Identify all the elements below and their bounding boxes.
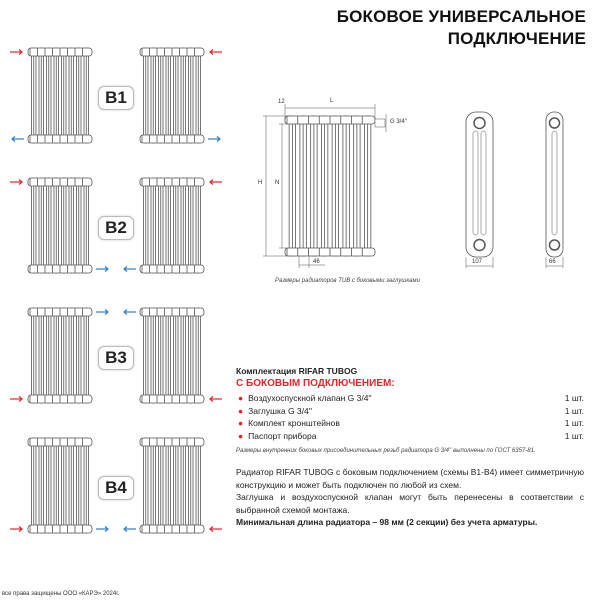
- bullet-icon: ●: [238, 418, 244, 429]
- dim-H: H: [258, 180, 263, 186]
- bullet-icon: ●: [238, 430, 244, 441]
- bullet-icon: ●: [238, 393, 244, 404]
- radiator: [140, 308, 204, 403]
- kit-subheading: С БОКОВЫМ ПОДКЛЮЧЕНИЕМ:: [236, 378, 395, 389]
- right-arrow-icon: [10, 180, 22, 185]
- radiator: [140, 48, 204, 143]
- scheme-label-b3: B3: [98, 346, 134, 370]
- left-arrow-icon: [124, 527, 136, 532]
- kit-heading: Комплектация RIFAR TUBOG: [236, 366, 358, 376]
- description-p3: Минимальная длина радиатора – 98 мм (2 секции) без учета арматуры.: [236, 517, 538, 527]
- drawing-caption: Размеры радиаторов TUB с боковыми заглушками: [275, 278, 420, 284]
- kit-item: ● Паспорт прибора 1 шт.: [238, 430, 584, 441]
- kit-item: ● Комплект кронштейнов 1 шт.: [238, 418, 584, 429]
- radiator: [28, 438, 92, 533]
- kit-item: ● Воздухоспускной клапан G 3/4'' 1 шт.: [238, 393, 584, 404]
- right-arrow-icon: [10, 50, 22, 55]
- scheme-label-b2: B2: [98, 216, 134, 240]
- footer-copyright: все права защищены ООО «КАРЭ» 2024г.: [2, 591, 120, 597]
- right-arrow-icon: [10, 397, 22, 402]
- left-arrow-icon: [124, 310, 136, 315]
- left-arrow-icon: [12, 137, 24, 142]
- dim-12: 12: [278, 99, 285, 105]
- radiator: [140, 438, 204, 533]
- radiator: [28, 48, 92, 143]
- kit-note: Размеры внутренних боковых присоединительных резьб радиатора G 3/4'' выполнены по ГОСТ 6357-81.: [236, 448, 536, 454]
- description-p1: Радиатор RIFAR TUBOG с боковым подключением (схемы B1-B4) имеет симметричную конструкцию и может быть подключен по любой из схем.: [236, 467, 584, 490]
- dimension-lines: [263, 104, 563, 268]
- radiator: [28, 308, 92, 403]
- left-arrow-icon: [210, 50, 222, 55]
- kit-section: [236, 366, 584, 454]
- left-arrow-icon: [210, 527, 222, 532]
- radiator: [28, 178, 92, 273]
- dim-L: L: [330, 98, 334, 104]
- dim-46: 46: [313, 259, 320, 265]
- right-arrow-icon: [96, 267, 108, 272]
- left-arrow-icon: [210, 180, 222, 185]
- description-p2: Заглушка и воздухоспускной клапан могут быть перенесены в соответствии с выбранной схемой монтажа.: [236, 492, 584, 515]
- radiator: [140, 178, 204, 273]
- dim-66: 66: [549, 259, 556, 265]
- right-arrow-icon: [96, 527, 108, 532]
- dim-N: N: [275, 180, 280, 186]
- bullet-icon: ●: [238, 405, 244, 416]
- scheme-label-b1: B1: [98, 86, 134, 110]
- scheme-label-b4: B4: [98, 476, 134, 500]
- left-arrow-icon: [124, 267, 136, 272]
- kit-item: ● Заглушка G 3/4'' 1 шт.: [238, 405, 584, 416]
- right-arrow-icon: [208, 137, 220, 142]
- description: [236, 466, 584, 529]
- dim-G: G 3/4'': [390, 119, 407, 125]
- page-title: БОКОВОЕ УНИВЕРСАЛЬНОЕ ПОДКЛЮЧЕНИЕ: [336, 7, 586, 48]
- dim-107: 107: [472, 259, 483, 265]
- right-arrow-icon: [96, 310, 108, 315]
- radiator: [285, 116, 375, 256]
- left-arrow-icon: [210, 397, 222, 402]
- right-arrow-icon: [10, 527, 22, 532]
